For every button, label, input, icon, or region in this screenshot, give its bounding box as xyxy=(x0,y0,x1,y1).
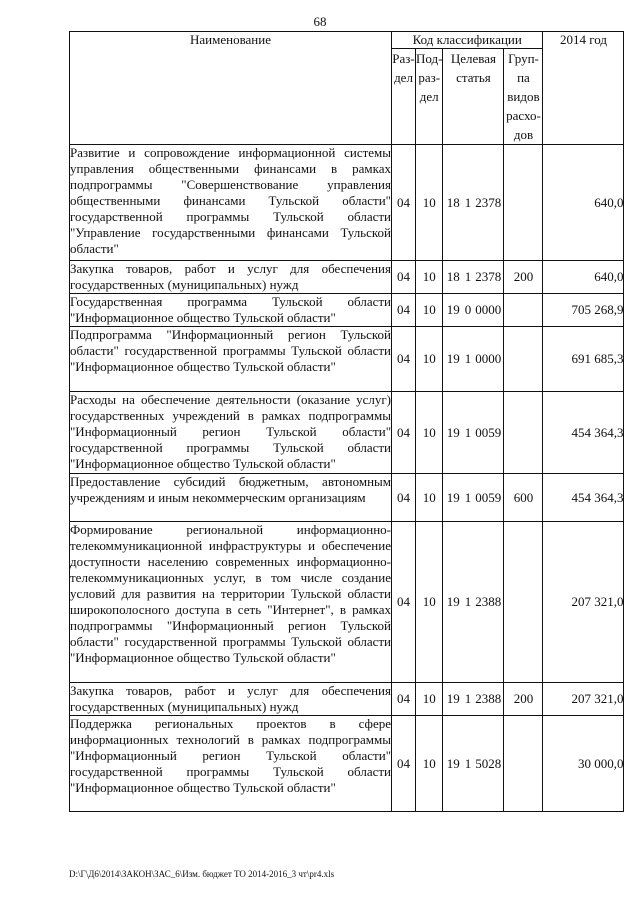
row-expense-group-code xyxy=(504,145,543,261)
row-name: Поддержка региональных проектов в сфере информационных технологий в рамках подпрограммы "Информационный регион Тульской области" государственной программы Тульской области "Информационное общество Тульской области" xyxy=(70,716,392,812)
header-name: Наименование xyxy=(70,32,392,145)
header-expense-group xyxy=(504,49,543,145)
row-target-program-code: 18 xyxy=(443,261,463,294)
row-subsection-code: 10 xyxy=(416,683,443,716)
row-subsection-code: 10 xyxy=(416,261,443,294)
table-row xyxy=(70,392,624,474)
header-subsection xyxy=(416,49,443,145)
row-subsection-code: 10 xyxy=(416,392,443,474)
row-expense-group-code: 200 xyxy=(504,683,543,716)
row-subsection-code: 10 xyxy=(416,145,443,261)
table-body xyxy=(70,145,624,812)
table-row xyxy=(70,474,624,522)
row-section-code: 04 xyxy=(392,522,416,683)
row-target-direction-code: 0059 xyxy=(473,474,504,522)
table-row xyxy=(70,261,624,294)
row-section-code: 04 xyxy=(392,392,416,474)
row-expense-group-code xyxy=(504,716,543,812)
budget-table xyxy=(69,31,624,812)
footer-file-path: D:\Г\Д6\2014\ЗАКОН\ЗАС_6\Изм. бюджет ТО 2014-2016_3 чт\pr4.xls xyxy=(69,869,335,879)
row-target-direction-code: 2388 xyxy=(473,522,504,683)
table-row xyxy=(70,145,624,261)
header-section xyxy=(392,49,416,145)
row-target-subprogram-code: 1 xyxy=(463,474,473,522)
header-classification: Код классификации xyxy=(392,32,543,49)
row-target-program-code: 19 xyxy=(443,392,463,474)
header-line: раз- xyxy=(418,70,441,85)
row-expense-group-code xyxy=(504,294,543,327)
row-target-subprogram-code: 1 xyxy=(463,392,473,474)
row-section-code: 04 xyxy=(392,145,416,261)
row-section-code: 04 xyxy=(392,716,416,812)
row-name: Закупка товаров, работ и услуг для обеспечения государственных (муниципальных) нужд xyxy=(70,683,391,714)
table-row xyxy=(70,294,624,327)
row-expense-group-code: 200 xyxy=(504,261,543,294)
row-target-direction-code: 2388 xyxy=(473,683,504,716)
header-line: дов xyxy=(513,127,534,142)
row-target-program-code: 19 xyxy=(443,683,463,716)
row-target-direction-code: 0000 xyxy=(473,327,504,392)
row-expense-group-code xyxy=(504,327,543,392)
header-line: дел xyxy=(419,89,439,104)
table-row xyxy=(70,327,624,392)
row-expense-group-code xyxy=(504,522,543,683)
page-number: 68 xyxy=(313,14,327,29)
row-section-code: 04 xyxy=(392,683,416,716)
row-target-direction-code: 2378 xyxy=(473,145,504,261)
row-name: Государственная программа Тульской области "Информационное общество Тульской области" xyxy=(70,294,391,325)
row-target-subprogram-code: 1 xyxy=(463,522,473,683)
row-section-code: 04 xyxy=(392,474,416,522)
row-expense-group-code: 600 xyxy=(504,474,543,522)
row-name: Развитие и сопровождение информационной системы управления общественными финансами в рамках подпрограммы "Совершенствование управления общественными финансами Тульской области" государственной программы Тульской области "Управление государственными финансами Тульской области" xyxy=(70,145,392,261)
row-amount: 640,0 xyxy=(543,261,624,294)
row-amount: 454 364,3 xyxy=(543,474,624,522)
row-amount: 454 364,3 xyxy=(543,392,624,474)
row-expense-group-code xyxy=(504,392,543,474)
row-amount: 640,0 xyxy=(543,145,624,261)
row-target-program-code: 19 xyxy=(443,716,463,812)
row-subsection-code: 10 xyxy=(416,474,443,522)
row-target-subprogram-code: 0 xyxy=(463,294,473,327)
row-name: Формирование региональной информационно-телекоммуникационной инфраструктуры и обеспечение доступности населению современных информационно-телекоммуникационных услуг, в том числе создание условий для развития на территории Тульской области широкополосного доступа в сеть "Интернет", в рамках подпрограммы "Информационный регион Тульской области" государственной программы Тульской области "Информационное общество Тульской области" xyxy=(70,522,392,683)
row-target-subprogram-code: 1 xyxy=(463,683,473,716)
header-line: Целевая xyxy=(450,51,497,66)
table-row xyxy=(70,716,624,812)
row-section-code: 04 xyxy=(392,294,416,327)
row-name: Расходы на обеспечение деятельности (оказание услуг) государственных учреждений в рамках подпрограммы "Информационный регион Тульской области" государственной программы Тульской области "Информационное общество Тульской области" xyxy=(70,392,392,474)
row-name: Предоставление субсидий бюджетным, автономным учреждениям и иным некоммерческим организациям xyxy=(70,474,392,522)
table-row xyxy=(70,683,624,716)
row-section-code: 04 xyxy=(392,327,416,392)
header-line: статья xyxy=(456,70,491,85)
row-subsection-code: 10 xyxy=(416,522,443,683)
row-target-direction-code: 0059 xyxy=(473,392,504,474)
header-year: 2014 год xyxy=(543,32,624,145)
row-amount: 30 000,0 xyxy=(543,716,624,812)
header-line: Раз- xyxy=(392,51,415,66)
row-subsection-code: 10 xyxy=(416,294,443,327)
header-line: па xyxy=(517,70,530,85)
row-target-program-code: 19 xyxy=(443,327,463,392)
row-section-code: 04 xyxy=(392,261,416,294)
row-target-program-code: 19 xyxy=(443,294,463,327)
row-target-direction-code: 0000 xyxy=(473,294,504,327)
row-target-subprogram-code: 1 xyxy=(463,145,473,261)
header-line: видов xyxy=(507,89,540,104)
row-target-subprogram-code: 1 xyxy=(463,327,473,392)
row-target-direction-code: 2378 xyxy=(473,261,504,294)
row-subsection-code: 10 xyxy=(416,716,443,812)
row-target-program-code: 19 xyxy=(443,522,463,683)
header-line: Груп- xyxy=(508,51,539,66)
row-target-subprogram-code: 1 xyxy=(463,261,473,294)
row-subsection-code: 10 xyxy=(416,327,443,392)
row-target-program-code: 18 xyxy=(443,145,463,261)
row-target-subprogram-code: 1 xyxy=(463,716,473,812)
header-target-article xyxy=(443,49,504,145)
row-name: Подпрограмма "Информационный регион Тульской области" государственной программы Тульской области "Информационное общество Тульской области" xyxy=(70,327,392,392)
row-amount: 207 321,0 xyxy=(543,683,624,716)
row-target-direction-code: 5028 xyxy=(473,716,504,812)
row-target-program-code: 19 xyxy=(443,474,463,522)
row-amount: 705 268,9 xyxy=(543,294,624,327)
header-line: расхо- xyxy=(506,108,541,123)
row-amount: 691 685,3 xyxy=(543,327,624,392)
row-amount: 207 321,0 xyxy=(543,522,624,683)
header-line: дел xyxy=(394,70,413,85)
header-line: Под- xyxy=(416,51,443,66)
table-row xyxy=(70,522,624,683)
row-name: Закупка товаров, работ и услуг для обеспечения государственных (муниципальных) нужд xyxy=(70,261,391,292)
